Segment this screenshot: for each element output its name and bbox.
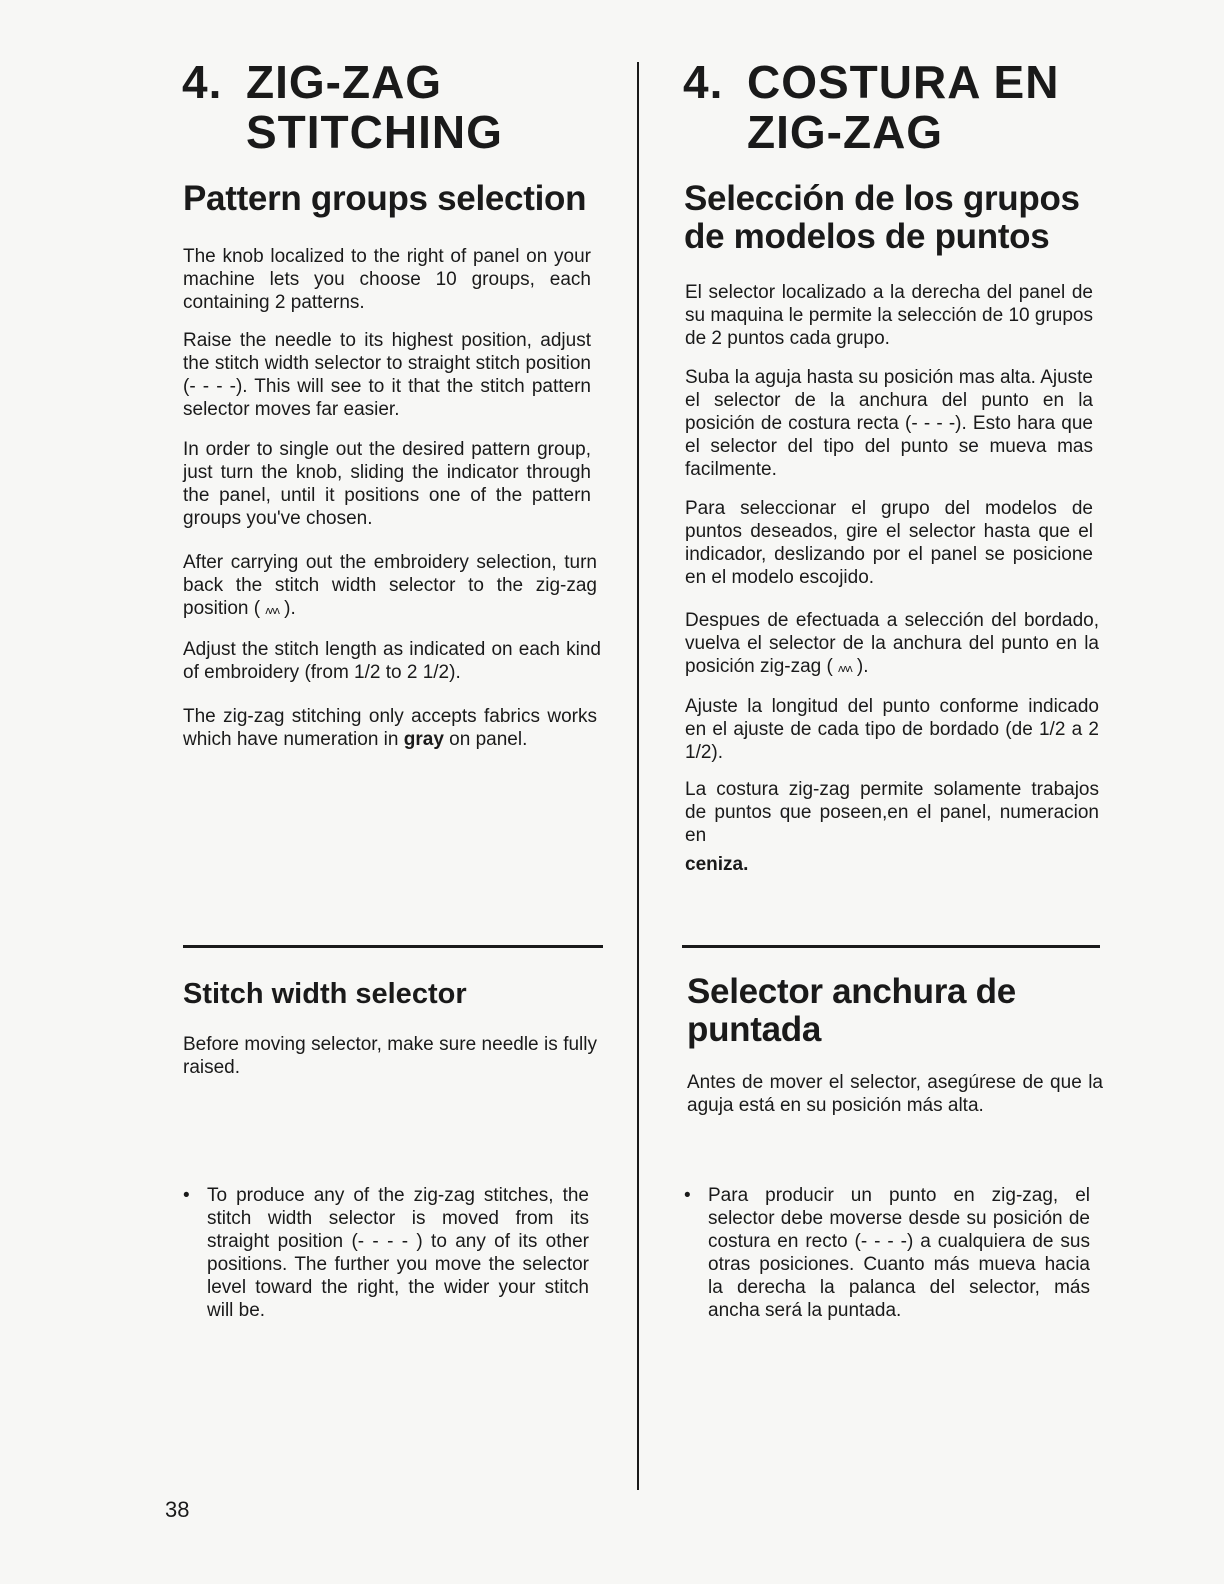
left-section2-heading: Stitch width selector xyxy=(183,978,467,1010)
left-bullet-mark: • xyxy=(183,1185,190,1206)
right-section1-heading-line2: de modelos de puntos xyxy=(684,217,1050,256)
left-paragraph-4 xyxy=(183,551,597,623)
right-paragraph-3: Para seleccionar el grupo del modelos de puntos deseados, gire el selector hasta que el indicador, deslizando por el panel se posicione en el modelo escojido. xyxy=(685,498,1093,588)
right-paragraph-4 xyxy=(685,609,1099,681)
right-chapter-title xyxy=(683,58,1123,158)
left-paragraph-7: Before moving selector, make sure needle is fully raised. xyxy=(183,1034,597,1078)
left-bullet-text: To produce any of the zig-zag stitches, the stitch width selector is moved from its straight position (- - - - ) to any of its other positions. The further you move the selector level toward the right, the wider your stitch will be. xyxy=(207,1185,589,1321)
left-para6-bold: gray xyxy=(403,729,444,750)
left-para6-end: on panel. xyxy=(443,729,528,750)
left-paragraph-2: Raise the needle to its highest position, adjust the stitch width selector to straight stitch position (- - - -). This will see to it that the stitch pattern selector moves far easier. xyxy=(183,330,591,420)
left-paragraph-6 xyxy=(183,705,597,751)
right-section1-heading xyxy=(684,180,1114,256)
column-divider xyxy=(637,62,639,1490)
right-title-line2: ZIG-ZAG xyxy=(747,106,944,158)
left-divider xyxy=(183,945,603,948)
right-section2-heading-line2: puntada xyxy=(687,1010,822,1049)
right-divider xyxy=(682,945,1100,948)
right-paragraph-5: Ajuste la longitud del punto conforme indicado en el ajuste de cada tipo de bordado (de 1/2 a 2 1/2). xyxy=(685,696,1099,763)
right-paragraph-1: El selector localizado a la derecha del panel de su maquina le permite la selección de 10 grupos de 2 puntos cada grupo. xyxy=(685,282,1093,349)
left-title-line1: ZIG-ZAG xyxy=(246,56,443,108)
right-title-number: 4. xyxy=(683,56,724,108)
left-para4-end: ). xyxy=(284,598,296,619)
left-para4-text: After carrying out the embroidery selection, turn back the stitch width selector to the zig-zag position ( xyxy=(183,552,597,619)
left-paragraph-3: In order to single out the desired pattern group, just turn the knob, sliding the indicator through the panel, until it positions one of the pattern groups you've chosen. xyxy=(183,439,591,529)
right-bullet-mark: • xyxy=(684,1185,691,1206)
right-para4-end: ). xyxy=(856,656,869,677)
right-section2-heading xyxy=(687,973,1107,1049)
left-para6-text: The zig-zag stitching only accepts fabrics works which have numeration in xyxy=(183,706,597,750)
right-paragraph-2: Suba la aguja hasta su posición mas alta. Ajuste el selector de la anchura del punto en la posición de costura recta (- - - -). Esto hara que el selector del tipo del punto se mueva mas facilmente. xyxy=(685,367,1093,480)
left-section1-heading: Pattern groups selection xyxy=(183,179,587,218)
left-title-line2: STITCHING xyxy=(246,106,503,158)
right-para4-text: Despues de efectuada a selección del bordado, vuelva el selector de la anchura del punto en la posición zig-zag ( xyxy=(685,610,1099,677)
right-title-line1: COSTURA EN xyxy=(747,56,1060,108)
right-paragraph-7: Antes de mover el selector, asegúrese de que la aguja está en su posición más alta. xyxy=(687,1072,1103,1116)
zigzag-symbol-icon: ᴧᴧᴧ xyxy=(265,605,279,617)
left-chapter-title xyxy=(182,58,622,158)
zigzag-symbol-icon: ᴧᴧᴧ xyxy=(838,663,852,675)
right-paragraph-6 xyxy=(685,778,1099,876)
right-section1-heading-line1: Selección de los grupos xyxy=(684,179,1080,218)
right-bullet-text: Para producir un punto en zig-zag, el selector debe moverse desde su posición de costura en recto (- - - -) a cualquiera de sus otras posiciones. Cuanto más mueva hacia la derecha la palanca del selector, más ancha será la puntada. xyxy=(708,1185,1090,1321)
right-para6-bold: ceniza. xyxy=(685,854,749,875)
left-paragraph-5: Adjust the stitch length as indicated on each kind of embroidery (from 1/2 to 2 1/2). xyxy=(183,639,601,683)
left-paragraph-1: The knob localized to the right of panel on your machine lets you choose 10 groups, each containing 2 patterns. xyxy=(183,246,591,313)
right-section2-heading-line1: Selector anchura de xyxy=(687,972,1016,1011)
left-title-number: 4. xyxy=(182,56,223,108)
page-number: 38 xyxy=(165,1497,190,1522)
right-para6-text: La costura zig-zag permite solamente trabajos de puntos que poseen,en el panel, numeracion en xyxy=(685,779,1099,846)
